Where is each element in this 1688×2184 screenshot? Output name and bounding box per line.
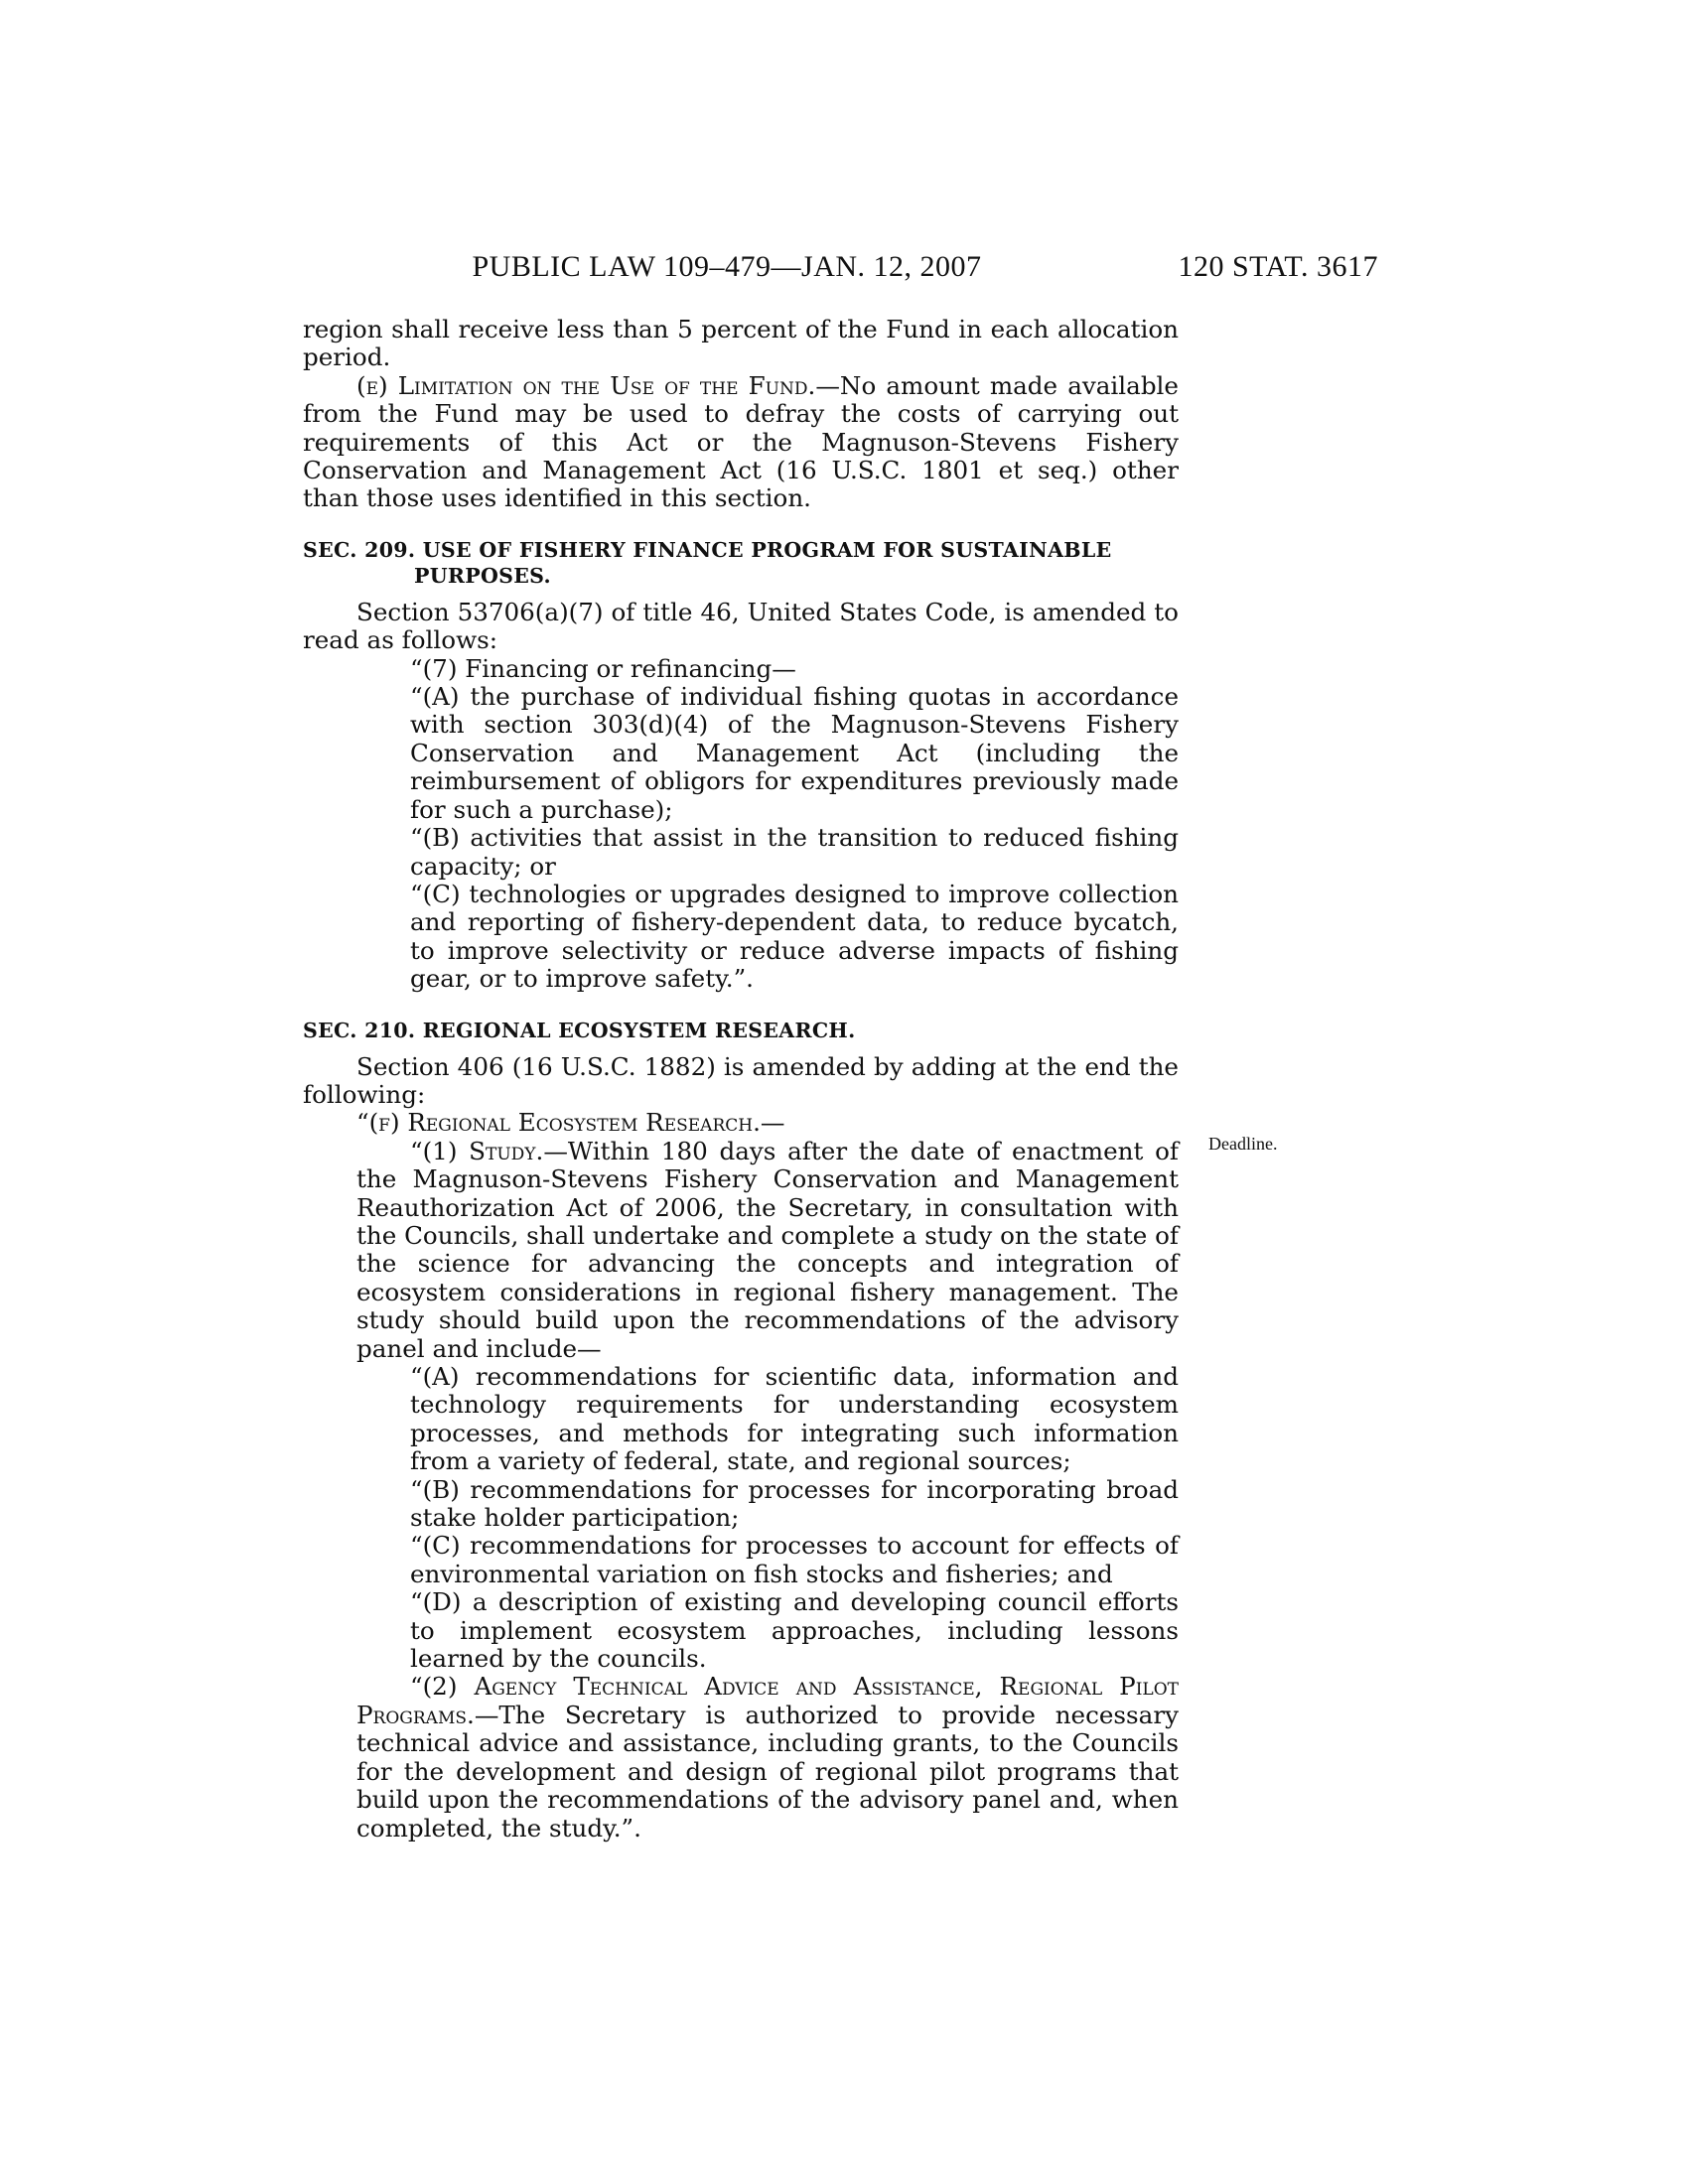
paragraph-text: —Within 180 days after the date of enactment of the Magnuson-Stevens Fishery Conservation and Management Reauthorization Act of 2006, the Secretary, in consultation with the Councils, shall undertake and complete a study on the state of the science for advancing the concepts and integration of ecosystem considerations in regional fishery management. The study should build upon the recommendations of the advisory panel and include—: [356, 1136, 1179, 1363]
paragraph-1: [356, 1138, 1179, 1363]
paragraph-text: —No amount made available from the Fund may be used to defray the costs of carrying out requirements of this Act or the Magnuson-Stevens Fishery Conservation and Management Act (16 U.S.C. 1801 et seq.) other than those uses identified in this section.: [303, 370, 1179, 513]
clause-d: “(D) a description of existing and developing council efforts to implement ecosystem approaches, including lessons learned by the councils.: [410, 1587, 1179, 1674]
running-head: PUBLIC LAW 109–479—JAN. 12, 2007: [472, 250, 982, 283]
paragraph-text: —The Secretary is authorized to provide necessary technical advice and assistance, including grants, to the Councils for the development and design of regional pilot programs that build upon the recommendations of the advisory panel and, when completed, the study.”.: [356, 1700, 1179, 1843]
clause-a: “(A) the purchase of individual fishing quotas in accordance with section 303(d)(4) of the Magnuson-Stevens Fishery Conservation and Management Act (including the reimbursement of obligors for expenditures previously made for such a purchase);: [410, 682, 1179, 824]
paragraph-2: [356, 1673, 1179, 1842]
page-header: [0, 250, 1688, 290]
document-body: [303, 316, 1179, 1843]
section-heading-210: SEC. 210. REGIONAL ECOSYSTEM RESEARCH.: [303, 1018, 856, 1042]
subsection-f: [303, 1109, 1179, 1137]
paragraph-heading: “(2) Agency Technical Advice and Assistance, Regional Pilot Programs.: [356, 1672, 1179, 1729]
paragraph-heading: (e) Limitation on the Use of the Fund.: [356, 370, 816, 400]
paragraph: region shall receive less than 5 percent of the Fund in each allocation period.: [303, 315, 1179, 372]
statute-page-number: 120 STAT. 3617: [1178, 250, 1378, 283]
margin-note: Deadline.: [1208, 1134, 1278, 1154]
clause-a: “(A) recommendations for scientific data, information and technology requirements for understanding ecosystem processes, and methods for integrating such information from a variety of federal, state, and regional sources;: [410, 1362, 1179, 1476]
clause-b: “(B) activities that assist in the transition to reduced fishing capacity; or: [410, 823, 1179, 881]
paragraph: Section 53706(a)(7) of title 46, United States Code, is amended to read as follows:: [303, 597, 1179, 655]
clause-c: “(C) technologies or upgrades designed to improve collection and reporting of fishery-dependent data, to reduce bycatch, to improve selectivity or reduce adverse impacts of fishing gear, or to improve safety.”.: [410, 879, 1179, 994]
clause-7: “(7) Financing or refinancing—: [410, 653, 796, 683]
subsection-heading: “(f) Regional Ecosystem Research.: [356, 1108, 761, 1138]
clause-b: “(B) recommendations for processes for incorporating broad stake holder participation;: [410, 1474, 1179, 1533]
paragraph-heading: “(1) Study.: [410, 1136, 544, 1165]
clause-c: “(C) recommendations for processes to account for effects of environmental variation on fish stocks and fisheries; and: [410, 1531, 1179, 1588]
paragraph: Section 406 (16 U.S.C. 1882) is amended by adding at the end the following:: [303, 1051, 1179, 1109]
paragraph-e: [303, 372, 1179, 513]
section-heading-209: SEC. 209. USE OF FISHERY FINANCE PROGRAM FOR SUSTAINABLE PURPOSES.: [303, 537, 1112, 588]
dash: —: [760, 1108, 785, 1138]
